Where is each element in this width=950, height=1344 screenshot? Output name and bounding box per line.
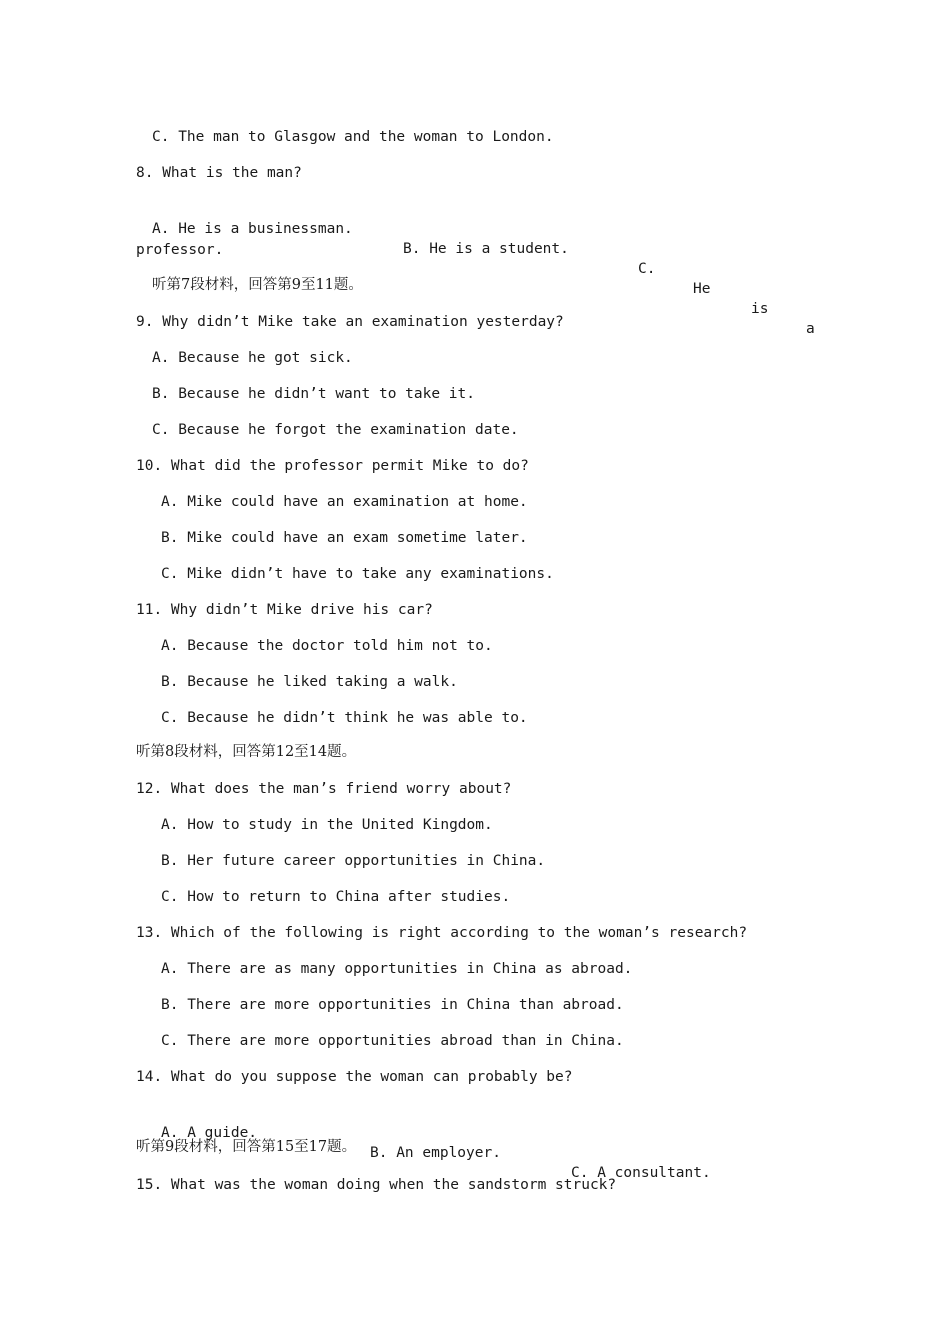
q10-question: 10. What did the professor permit Mike to do? [136, 458, 529, 474]
q9-option-b: B. Because he didn’t want to take it. [152, 386, 476, 402]
section-heading: 听第7段材料，回答第9至11题。 [152, 277, 363, 293]
q8-option-c-label: C. [638, 261, 656, 277]
q13-option-a: A. There are as many opportunities in China as abroad. [161, 961, 633, 977]
q8-option-c-continuation: professor. [136, 242, 224, 258]
q11-option-c: C. Because he didn’t think he was able to. [161, 710, 528, 726]
q8-option-a: A. He is a businessman. [152, 221, 353, 237]
q13-option-c: C. There are more opportunities abroad than in China. [161, 1033, 624, 1049]
q10-option-a: A. Mike could have an examination at home. [161, 494, 528, 510]
section-heading: 听第8段材料，回答第12至14题。 [136, 744, 357, 760]
q10-option-b: B. Mike could have an exam sometime later. [161, 530, 528, 546]
q10-option-c: C. Mike didn’t have to take any examinations. [161, 566, 554, 582]
q14-option-c: C. A consultant. [571, 1165, 711, 1181]
q13-option-b: B. There are more opportunities in China than abroad. [161, 997, 624, 1013]
q11-option-b: B. Because he liked taking a walk. [161, 674, 458, 690]
q14-option-a: A. A guide. [161, 1125, 258, 1141]
q14-option-b: B. An employer. [370, 1145, 501, 1161]
q9-question: 9. Why didn’t Mike take an examination yesterday? [136, 314, 564, 330]
q15-question: 15. What was the woman doing when the sandstorm struck? [136, 1177, 617, 1193]
q12-option-a: A. How to study in the United Kingdom. [161, 817, 493, 833]
q12-question: 12. What does the man’s friend worry about? [136, 781, 512, 797]
q14-question: 14. What do you suppose the woman can probably be? [136, 1069, 573, 1085]
q13-question: 13. Which of the following is right according to the woman’s research? [136, 925, 748, 941]
q8-option-c-word: is [751, 301, 769, 317]
q7-option-c: C. The man to Glasgow and the woman to London. [152, 129, 554, 145]
q9-option-c: C. Because he forgot the examination date. [152, 422, 519, 438]
q8-question: 8. What is the man? [136, 165, 302, 181]
q11-option-a: A. Because the doctor told him not to. [161, 638, 493, 654]
q8-option-c-word: a [806, 321, 815, 337]
q8-option-c-word: He [693, 281, 711, 297]
q9-option-a: A. Because he got sick. [152, 350, 353, 366]
q12-option-c: C. How to return to China after studies. [161, 889, 511, 905]
q11-question: 11. Why didn’t Mike drive his car? [136, 602, 433, 618]
q8-option-b: B. He is a student. [403, 241, 569, 257]
q12-option-b: B. Her future career opportunities in China. [161, 853, 546, 869]
section-heading: 听第9段材料，回答第15至17题。 [136, 1139, 357, 1155]
